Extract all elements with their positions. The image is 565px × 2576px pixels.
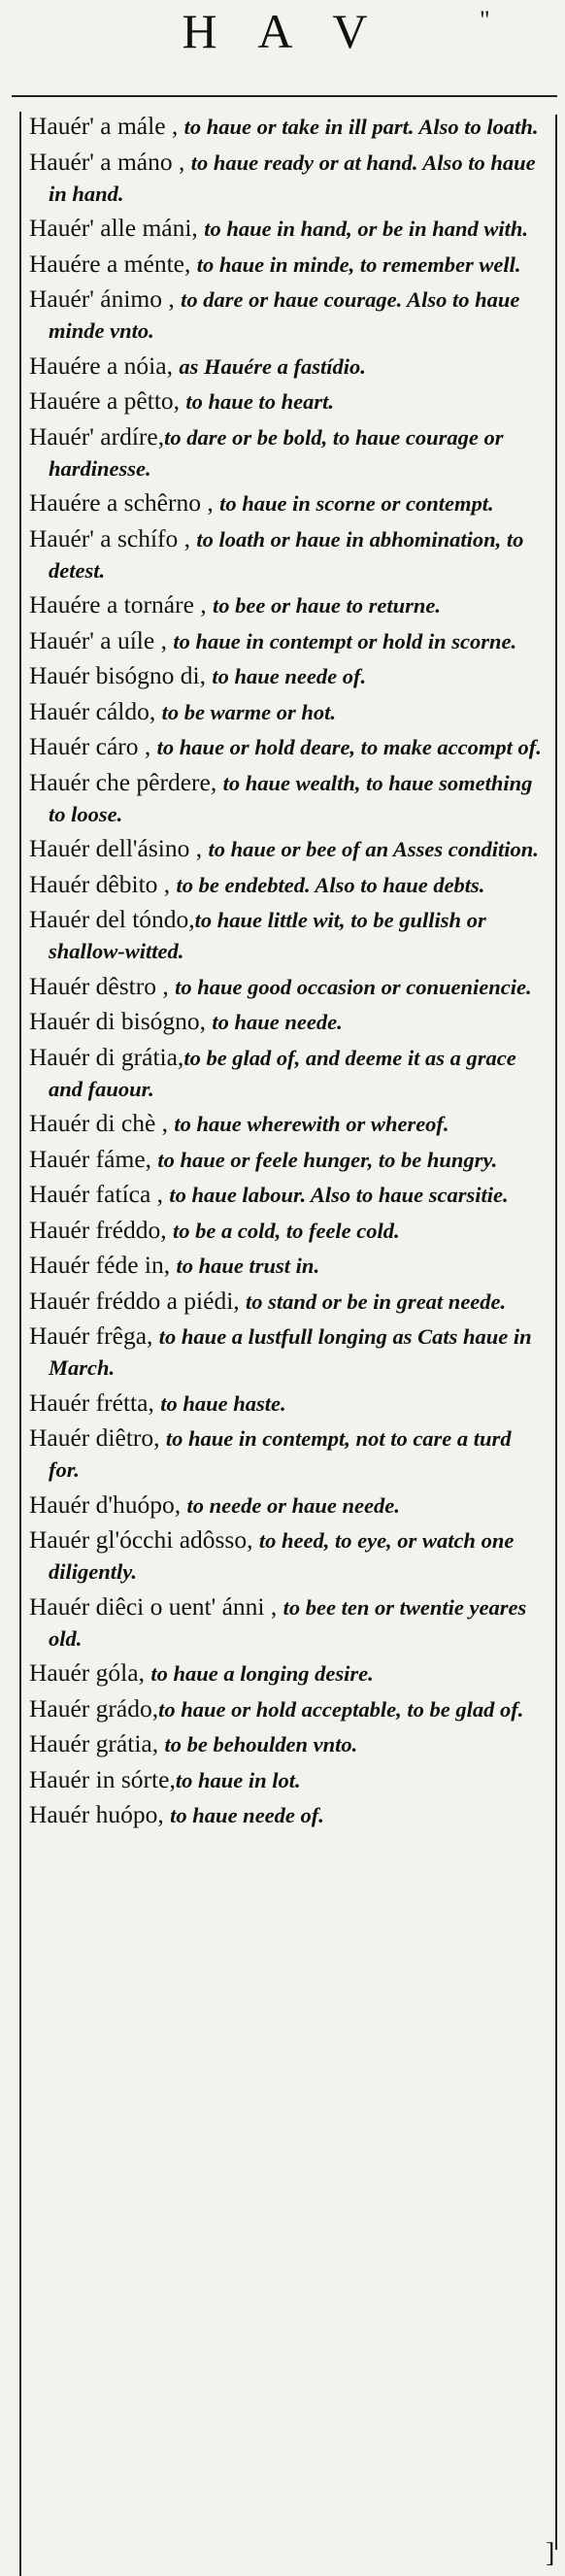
- dictionary-entry: [29, 833, 544, 864]
- entry-definition: to haue labour. Also to haue scarsitie.: [169, 1183, 509, 1207]
- dictionary-entry: [29, 1321, 544, 1383]
- dictionary-entry: [29, 111, 544, 142]
- entry-headword: Hauér del tóndo,: [29, 905, 195, 933]
- entry-definition: to neede or haue neede.: [186, 1492, 400, 1518]
- entry-separator: ,: [157, 869, 177, 898]
- dictionary-entry: [29, 1388, 544, 1419]
- entry-definition: to haue in contempt or hold in scorne.: [173, 628, 517, 653]
- dictionary-entry: [29, 213, 544, 244]
- entry-headword: Hauér' ardíre,: [29, 421, 165, 451]
- dictionary-entry: [29, 1215, 544, 1246]
- running-head: H A V: [182, 4, 383, 58]
- entry-definition: to dare or be bold, to haue courage or hardinesse.: [49, 424, 504, 481]
- entry-separator: ,: [156, 971, 176, 1000]
- entry-headword: Hauér cáro: [29, 732, 139, 760]
- dictionary-entry: [29, 660, 544, 691]
- dictionary-entry: [29, 696, 544, 727]
- entry-definition: to haue neede of.: [212, 664, 367, 688]
- entry-separator: ,: [150, 1180, 170, 1208]
- entry-headword: Hauér dell'ásino: [29, 834, 190, 862]
- entry-headword: Hauér grádo,: [29, 1693, 159, 1723]
- entry-headword: Hauér huópo,: [29, 1800, 164, 1828]
- entry-headword: Hauér' ánimo: [29, 284, 163, 313]
- entry-headword: Hauér féde in,: [29, 1251, 171, 1279]
- entry-definition: to be glad of, and deeme it as a grace and fauour.: [49, 1045, 516, 1101]
- dictionary-entry: [29, 1144, 544, 1175]
- entry-headword: Hauére a pêtto,: [29, 386, 181, 415]
- entry-definition: to haue a longing desire.: [150, 1661, 374, 1686]
- entry-separator: ,: [154, 625, 174, 654]
- entry-headword: Hauér di chè: [29, 1109, 156, 1137]
- entry-definition: to haue ready or at hand. Also to haue in hand.: [49, 150, 536, 206]
- entry-headword: Hauér di grátia,: [29, 1042, 184, 1071]
- entry-definition: to haue in minde, to remember well.: [196, 251, 521, 277]
- entry-separator: ,: [193, 590, 214, 619]
- entry-headword: Hauér fréddo a piédi,: [29, 1286, 240, 1315]
- entry-headword: Hauér cáldo,: [29, 696, 156, 725]
- entry-headword: Hauér' a schífo: [29, 523, 179, 552]
- dictionary-entry: [29, 523, 544, 585]
- dictionary-entry: [29, 1489, 544, 1521]
- entry-headword: Hauére a tornáre: [29, 590, 194, 619]
- dictionary-entry: [29, 731, 544, 762]
- entry-definition: to haue or feele hunger, to be hungry.: [157, 1147, 498, 1172]
- entry-headword: Hauér góla,: [29, 1658, 145, 1687]
- entry-definition: to be a cold, to feele cold.: [172, 1218, 400, 1243]
- entry-headword: Hauér' a máno: [29, 147, 173, 176]
- entry-headword: Hauér grátia,: [29, 1729, 159, 1757]
- dictionary-entry: [29, 1179, 544, 1210]
- dictionary-entry: [29, 1042, 544, 1104]
- entry-headword: Hauér frêga,: [29, 1321, 153, 1350]
- dictionary-entry: [29, 1286, 544, 1317]
- entry-definition: to haue in lot.: [175, 1767, 301, 1792]
- entry-definition: to dare or haue courage. Also to haue minde vnto.: [49, 287, 520, 343]
- entry-definition: to haue neede of.: [170, 1803, 324, 1827]
- dictionary-entry: [29, 904, 544, 966]
- entry-headword: Hauér dêbito: [29, 869, 158, 898]
- top-rule: [12, 95, 557, 97]
- entry-headword: Hauére a nóia,: [29, 351, 173, 380]
- entry-definition: to haue in contempt, not to care a turd for.: [49, 1426, 512, 1482]
- entry-headword: Hauér bisógno di,: [29, 661, 207, 689]
- page-header: [0, 0, 565, 73]
- entry-separator: ,: [165, 112, 184, 140]
- dictionary-entry: [29, 1108, 544, 1139]
- entry-definition: to be endebted. Also to haue debts.: [176, 872, 485, 897]
- dictionary-entry: [29, 1799, 544, 1830]
- entry-definition: to haue good occasion or conueniencie.: [175, 974, 532, 999]
- entry-headword: Hauér che pêrdere,: [29, 767, 217, 796]
- entry-definition: to haue to heart.: [185, 389, 334, 414]
- dictionary-entry: [29, 1728, 544, 1759]
- entry-definition: to haue or hold deare, to make accompt of.: [156, 735, 542, 759]
- dictionary-column: [29, 111, 544, 1835]
- dictionary-entry: [29, 767, 544, 829]
- entry-definition: to haue in hand, or be in hand with.: [204, 217, 529, 241]
- column-rule-left: [19, 112, 21, 2576]
- entry-separator: ,: [172, 147, 191, 176]
- entry-separator: ,: [189, 834, 209, 862]
- dictionary-entry: [29, 1591, 544, 1654]
- entry-definition: to haue trust in.: [176, 1254, 320, 1278]
- dictionary-entry: [29, 625, 544, 656]
- entry-definition: to be behoulden vnto.: [164, 1732, 358, 1756]
- entry-definition: as Hauére a fastídio.: [179, 353, 366, 379]
- dictionary-entry: [29, 487, 544, 519]
- entry-headword: Hauér' alle máni,: [29, 214, 198, 242]
- ornament-mark: ": [480, 6, 490, 34]
- entry-headword: Hauér fáme,: [29, 1144, 152, 1173]
- dictionary-entry: [29, 1693, 544, 1724]
- dictionary-entry: [29, 1657, 544, 1689]
- margin-bracket: ]: [546, 2538, 555, 2568]
- entry-headword: Hauére a ménte,: [29, 249, 191, 278]
- entry-separator: ,: [155, 1109, 175, 1137]
- entry-headword: Hauér di bisógno,: [29, 1007, 207, 1035]
- dictionary-entry: [29, 1006, 544, 1037]
- dictionary-entry: [29, 869, 544, 900]
- entry-headword: Hauér' a mále: [29, 112, 166, 140]
- entry-definition: to be warme or hot.: [161, 699, 337, 724]
- entry-headword: Hauér dêstro: [29, 971, 156, 1000]
- entry-separator: ,: [162, 284, 182, 313]
- dictionary-entry: [29, 1422, 544, 1485]
- entry-headword: Hauér fatíca: [29, 1180, 151, 1208]
- dictionary-entry: [29, 385, 544, 417]
- column-rule-right: [555, 115, 557, 2550]
- dictionary-entry: [29, 249, 544, 280]
- entry-definition: to bee or haue to returne.: [213, 593, 442, 618]
- entry-headword: Hauére a schêrno: [29, 488, 201, 517]
- entry-headword: Hauér frétta,: [29, 1388, 154, 1417]
- dictionary-entry: [29, 971, 544, 1002]
- entry-headword: Hauér diêtro,: [29, 1423, 160, 1452]
- entry-headword: Hauér d'huópo,: [29, 1489, 182, 1519]
- entry-definition: to haue or take in ill part. Also to loath.: [183, 115, 539, 139]
- dictionary-entry: [29, 147, 544, 209]
- entry-headword: Hauér in sórte,: [29, 1764, 176, 1793]
- dictionary-entry: [29, 1764, 544, 1795]
- dictionary-entry: [29, 284, 544, 346]
- entry-definition: to heed, to eye, or watch one diligently.: [49, 1528, 515, 1584]
- dictionary-entry: [29, 589, 544, 620]
- entry-headword: Hauér' a uíle: [29, 625, 155, 654]
- entry-headword: Hauér fréddo,: [29, 1215, 167, 1244]
- entry-separator: ,: [178, 523, 197, 552]
- entry-separator: ,: [200, 488, 220, 517]
- entry-definition: to loath or haue in abhomination, to detest.: [49, 526, 524, 583]
- entry-definition: to haue haste.: [160, 1390, 286, 1416]
- entry-separator: ,: [264, 1591, 283, 1621]
- dictionary-entry: [29, 421, 544, 484]
- dictionary-entry: [29, 1250, 544, 1281]
- entry-definition: to stand or be in great neede.: [246, 1288, 507, 1314]
- entry-headword: Hauér diêci o uent' ánni: [29, 1591, 265, 1621]
- entry-definition: to haue or bee of an Asses condition.: [208, 837, 539, 861]
- entry-headword: Hauér gl'ócchi adôsso,: [29, 1525, 253, 1554]
- entry-definition: to haue a lustfull longing as Cats haue in March.: [49, 1324, 532, 1380]
- entry-definition: to haue wealth, to haue something to loose.: [49, 770, 533, 826]
- entry-definition: to haue or hold acceptable, to be glad of.: [158, 1696, 524, 1722]
- entry-definition: to haue in scorne or contempt.: [219, 491, 494, 516]
- entry-definition: to haue little wit, to be gullish or shallow-witted.: [49, 908, 486, 963]
- entry-separator: ,: [138, 732, 157, 760]
- dictionary-entry: [29, 351, 544, 382]
- dictionary-entry: [29, 1524, 544, 1587]
- entry-definition: to haue wherewith or whereof.: [174, 1112, 449, 1136]
- entry-definition: to bee ten or twentie yeares old.: [49, 1594, 527, 1651]
- entry-definition: to haue neede.: [212, 1010, 343, 1034]
